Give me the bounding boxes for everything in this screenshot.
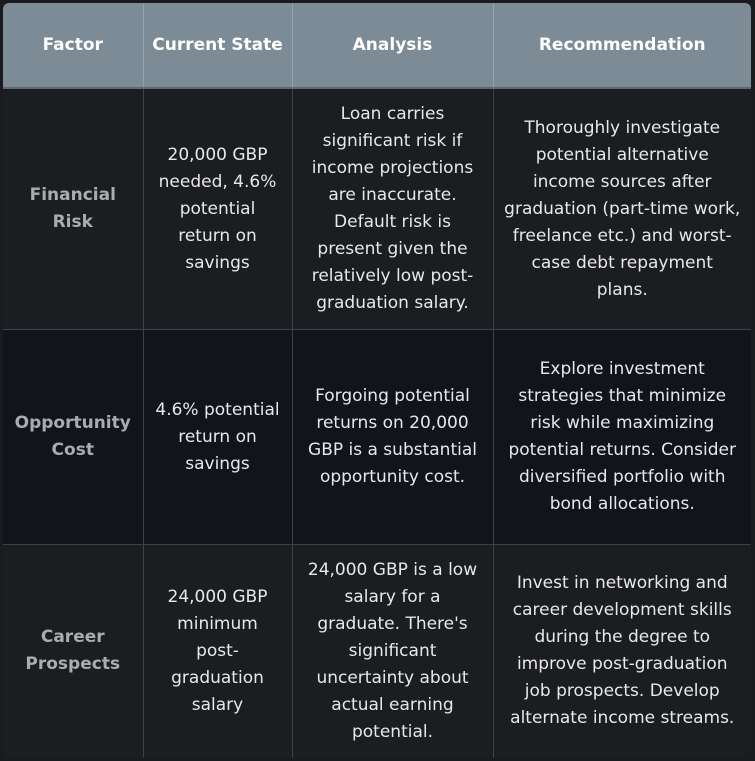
cell-factor: Career Prospects — [3, 544, 143, 758]
table-row — [3, 330, 751, 545]
table-row — [3, 544, 751, 758]
header-analysis: Analysis — [292, 3, 493, 88]
cell-current-state: 4.6% potential return on savings — [143, 330, 292, 545]
header-factor: Factor — [3, 3, 143, 88]
cell-current-state: 24,000 GBP minimum post-graduation salary — [143, 544, 292, 758]
cell-analysis: Forgoing potential returns on 20,000 GBP is a substantial opportunity cost. — [292, 330, 493, 545]
table-header-row — [3, 3, 751, 88]
cell-recommendation: Thoroughly investigate potential alternative income sources after graduation (part-time work, freelance etc.) and worst-case debt repayment plans. — [493, 88, 751, 330]
cell-factor: Financial Risk — [3, 88, 143, 330]
analysis-table — [3, 3, 751, 758]
cell-analysis: 24,000 GBP is a low salary for a graduate. There's significant uncertainty about actual earning potential. — [292, 544, 493, 758]
cell-analysis: Loan carries significant risk if income projections are inaccurate. Default risk is present given the relatively low post-graduation salary. — [292, 88, 493, 330]
cell-recommendation: Explore investment strategies that minimize risk while maximizing potential returns. Consider diversified portfolio with bond allocations. — [493, 330, 751, 545]
cell-factor: Opportunity Cost — [3, 330, 143, 545]
header-current-state: Current State — [143, 3, 292, 88]
analysis-table-container — [3, 3, 751, 758]
table-row — [3, 88, 751, 330]
cell-recommendation: Invest in networking and career development skills during the degree to improve post-graduation job prospects. Develop alternate income streams. — [493, 544, 751, 758]
header-recommendation: Recommendation — [493, 3, 751, 88]
cell-current-state: 20,000 GBP needed, 4.6% potential return on savings — [143, 88, 292, 330]
